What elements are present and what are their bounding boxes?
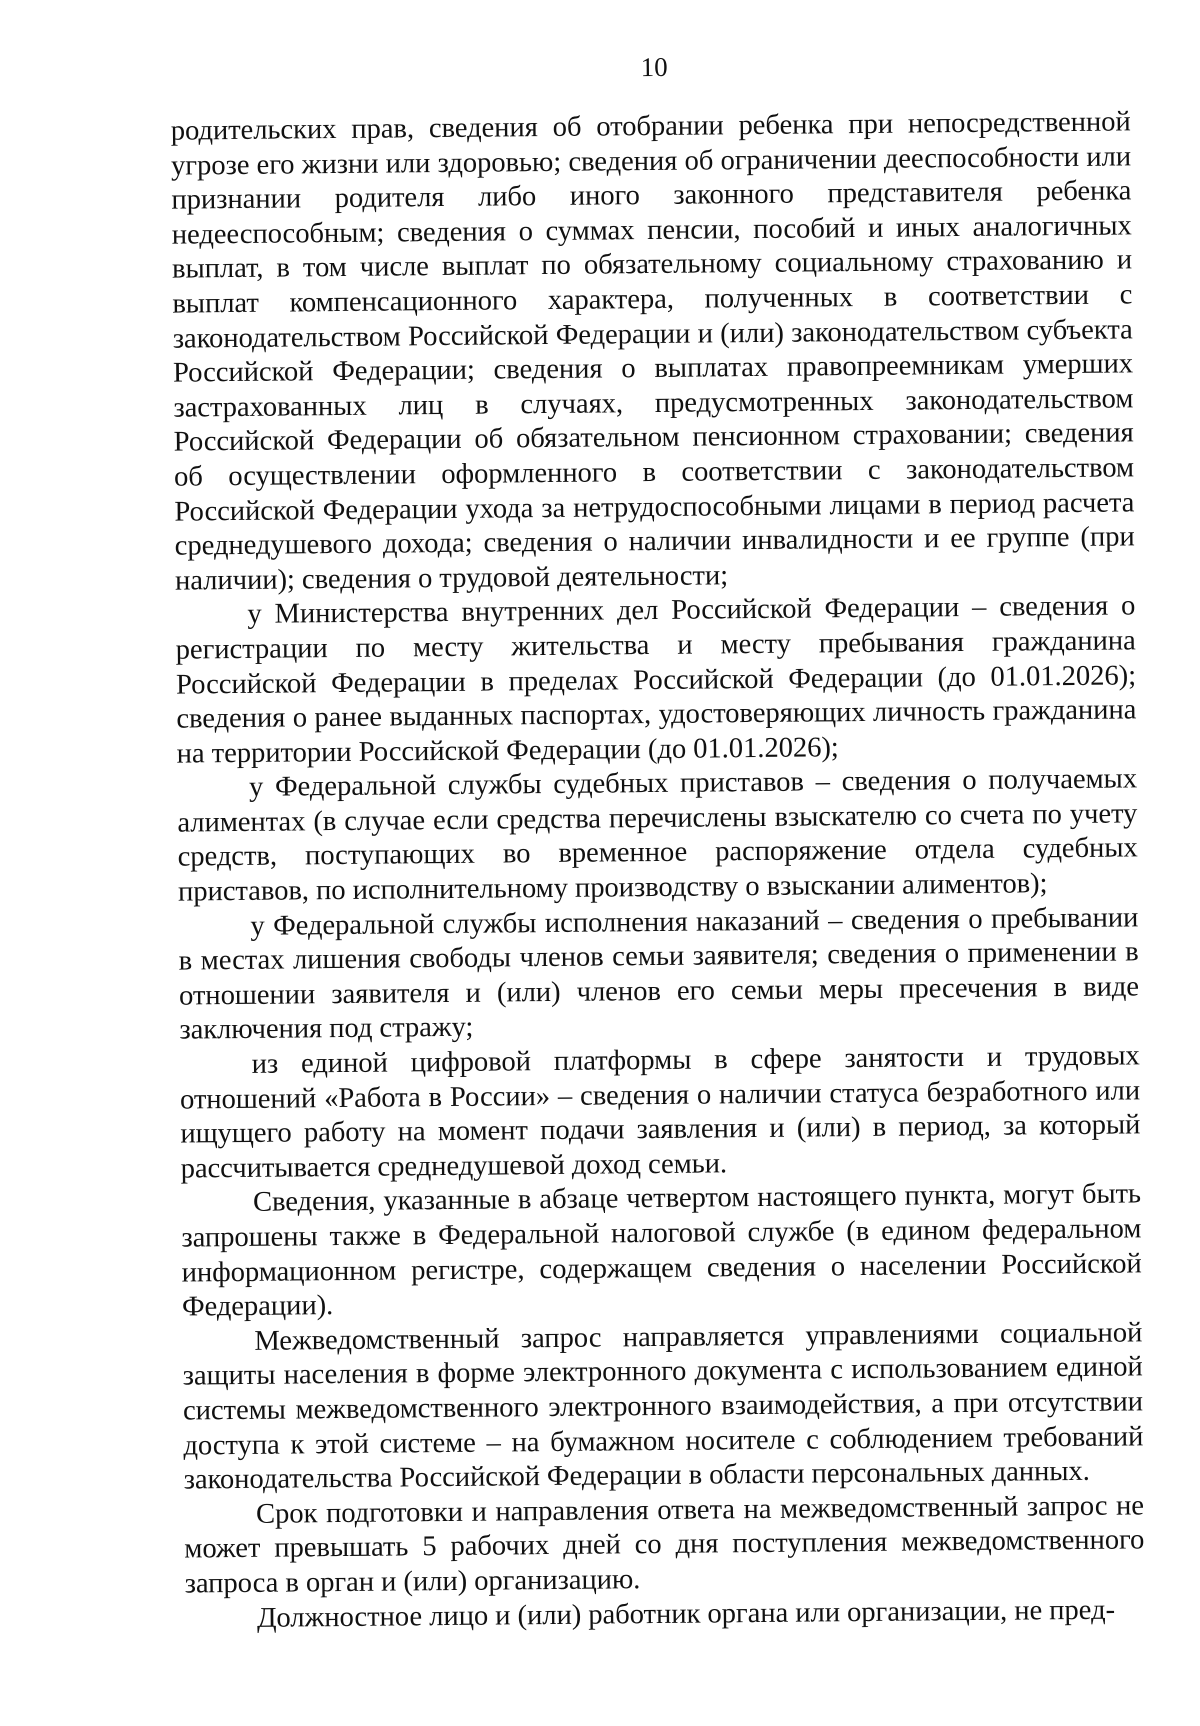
document-page [170,47,1146,1706]
paragraph-rabota-v-rossii: из единой цифровой платформы в сфере занятости и трудовых отношений «Работа в России» – сведения о наличии статуса безработного или ищущего работу на момент подачи заявления и (или) в период, за который рассчитывается среднедушевой доход семьи. [179,1040,1141,1185]
paragraph-interagency-request: Межведомственный запрос направляется управлениями социальной защиты населения в форме электронного документа с использованием единой системы межведомственного электронного взаимодействия, а при отсутствии доступа к этой системе – на бумажном носителе с соблюдением требований законодательства Российской Федерации в области персональных данных. [182,1317,1144,1496]
paragraph-fns: Сведения, указанные в абзаце четвертом настоящего пункта, могут быть запрошены также в Федеральной налоговой службе (в едином федеральном информационном регистре, содержащем сведения о населении Российской Федерации). [181,1178,1142,1323]
paragraph-fsin: у Федеральной службы исполнения наказаний – сведения о пребывании в местах лишения свободы членов семьи заявителя; сведения о применении в отношении заявителя и (или) членов его семьи меры пресечения в виде заключения под стражу; [178,902,1140,1046]
paragraph-continuation: родительских прав, сведения об отобрании ребенка при непосредственной угрозе его жизни или здоровью; сведения об ограничении дееспособности или признании родителя либо иного законного представителя ребенка недееспособным; сведения о суммах пенсии, пособий и иных аналогичных выплат, в том числе выплат по обязательному социальному страхованию и выплат компенсационного характера, полученных в соответствии с законодательством Российской Федерации и (или) законодательством субъекта Российской Федерации; сведения о выплатах правопреемникам умерших застрахованных лиц в случаях, предусмотренных законодательством Российской Федерации об обязательном пенсионном страховании; сведения об осуществлении оформленного в соответствии с законодательством Российской Федерации ухода за нетрудоспособными лицами в период расчета среднедушевого дохода; сведения о наличии инвалидности и ее группе (при наличии); сведения о трудовой деятельности; [170,106,1135,597]
paragraph-official-responsibility: Должностное лицо и (или) работник органа или организации, не пред- [256,1594,1116,1634]
paragraph-response-deadline: Срок подготовки и направления ответа на межведомственный запрос не может превышать 5 рабочих дней со дня поступления межведомственного запроса в орган и (или) организацию. [184,1490,1145,1600]
document-body [171,105,1146,1636]
paragraph-mvd: у Министерства внутренних дел Российской Федерации – сведения о регистрации по месту жительства и месту пребывания гражданина Российской Федерации в пределах Российской Федерации (до 01.01.2026); сведения о ранее выданных паспортах, удостоверяющих личность гражданина на территории Российской Федерации (до 01.01.2026); [175,590,1137,770]
paragraph-fssp: у Федеральной службы судебных приставов – сведения о получаемых алиментах (в случае если средства перечислены взыскателю со счета по учету средств, поступающих во временное распоряжение отдела судебных приставов, по исполнительному производству о взыскании алиментов); [177,763,1138,908]
page-number: 10 [640,51,668,83]
